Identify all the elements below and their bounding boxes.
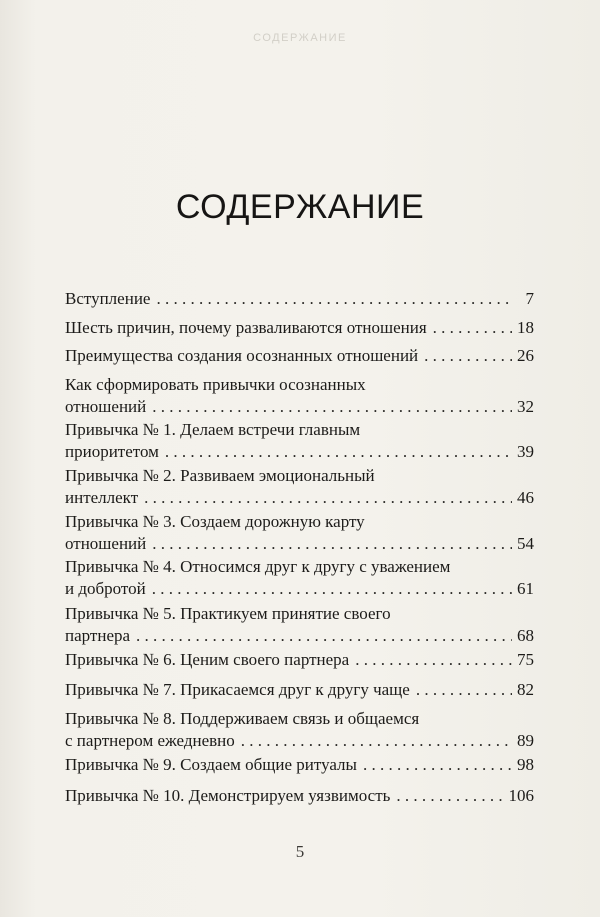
- toc-entry: [65, 288, 534, 310]
- dot-leader: [363, 754, 512, 776]
- toc-entry-line: [65, 487, 534, 509]
- toc-entry-title: Шесть причин, почему разваливаются отношения: [65, 318, 427, 337]
- toc-entry-title: Привычка № 6. Ценим своего партнера: [65, 650, 350, 669]
- toc-entry-line: [65, 396, 534, 418]
- dot-leader: [241, 730, 512, 752]
- toc-entry-title-continued: отношений: [65, 397, 147, 416]
- toc-entry-title: Как сформировать привычки осознанных: [65, 375, 366, 394]
- toc-entry: [65, 345, 534, 367]
- page-number: 5: [295, 842, 305, 861]
- toc-entry: [65, 754, 534, 776]
- dot-leader: [424, 345, 512, 367]
- dot-leader: [152, 396, 512, 418]
- toc-page-number: 54: [517, 534, 534, 553]
- toc-entry-title: Привычка № 10. Демонстрируем уязвимость: [65, 786, 391, 805]
- toc-entry-line: [65, 603, 534, 625]
- toc-entry-line: [65, 754, 534, 776]
- toc-page-number: 61: [517, 579, 534, 598]
- dot-leader: [355, 649, 512, 671]
- toc-entry-line: [65, 288, 534, 310]
- toc-entry: [65, 556, 534, 600]
- toc-entry: [65, 785, 534, 807]
- dot-leader: [136, 625, 512, 647]
- dot-leader: [396, 785, 504, 807]
- toc-page-number: 106: [508, 786, 534, 805]
- toc-page-number: 82: [517, 680, 534, 699]
- page-title: СОДЕРЖАНИЕ: [175, 188, 425, 226]
- dot-leader: [433, 317, 512, 339]
- toc-entry-title: Привычка № 2. Развиваем эмоциональный: [65, 466, 375, 485]
- toc-entry: [65, 511, 534, 555]
- toc-page-number: 75: [517, 650, 534, 669]
- toc-entry-title: Привычка № 5. Практикуем принятие своего: [65, 604, 391, 623]
- toc-entry-title-continued: с партнером ежедневно: [65, 731, 235, 750]
- toc-entry-line: [65, 345, 534, 367]
- toc-entry: [65, 419, 534, 463]
- toc-entry-title-continued: интеллект: [65, 488, 139, 507]
- toc-entry-title: Вступление: [65, 289, 151, 308]
- toc-entry-title-continued: партнера: [65, 626, 131, 645]
- toc-entry-line: [65, 556, 534, 578]
- dot-leader: [165, 441, 512, 463]
- running-head: СОДЕРЖАНИЕ: [253, 32, 347, 44]
- toc-entry-line: [65, 419, 534, 441]
- toc-entry-title: Привычка № 1. Делаем встречи главным: [65, 420, 361, 439]
- toc-page-number: 89: [517, 731, 534, 750]
- toc-entry-line: [65, 730, 534, 752]
- toc-page-number: 68: [517, 626, 534, 645]
- toc-entry-line: [65, 679, 534, 701]
- toc-page-number: 98: [517, 755, 534, 774]
- toc-entry-line: [65, 785, 534, 807]
- toc-entry-line: [65, 578, 534, 600]
- toc-entry: [65, 603, 534, 647]
- toc-entry-title: Привычка № 8. Поддерживаем связь и общаемся: [65, 709, 420, 728]
- toc-entry-line: [65, 533, 534, 555]
- toc-entry-title-continued: приоритетом: [65, 442, 159, 461]
- dot-leader: [156, 288, 512, 310]
- dot-leader: [152, 578, 512, 600]
- dot-leader: [152, 533, 512, 555]
- toc-page-number: 46: [517, 488, 534, 507]
- toc-entry: [65, 708, 534, 752]
- toc-entry-line: [65, 649, 534, 671]
- toc-entry-line: [65, 708, 534, 730]
- toc-page-number: 7: [525, 289, 534, 308]
- toc-entry-title-continued: и добротой: [65, 579, 146, 598]
- toc-page-number: 32: [517, 397, 534, 416]
- toc-entry-line: [65, 317, 534, 339]
- toc-entry: [65, 317, 534, 339]
- dot-leader: [416, 679, 512, 701]
- toc-page-number: 26: [517, 346, 534, 365]
- dot-leader: [144, 487, 512, 509]
- toc-entry: [65, 679, 534, 701]
- toc-entry-line: [65, 625, 534, 647]
- toc-entry-title: Привычка № 9. Создаем общие ритуалы: [65, 755, 357, 774]
- toc-entry-line: [65, 441, 534, 463]
- toc-entry: [65, 465, 534, 509]
- toc-page-number: 18: [517, 318, 534, 337]
- toc-entry-title: Привычка № 7. Прикасаемся друг к другу чаще: [65, 680, 410, 699]
- toc-entry-title: Преимущества создания осознанных отношений: [65, 346, 419, 365]
- toc-entry-line: [65, 465, 534, 487]
- toc-entry: [65, 649, 534, 671]
- toc-entry-title: Привычка № 3. Создаем дорожную карту: [65, 512, 365, 531]
- toc-entry-line: [65, 374, 534, 396]
- toc-entry-title-continued: отношений: [65, 534, 147, 553]
- toc-page-number: 39: [517, 442, 534, 461]
- toc-entry-title: Привычка № 4. Относимся друг к другу с уважением: [65, 557, 451, 576]
- toc-entry-line: [65, 511, 534, 533]
- toc-entry: [65, 374, 534, 418]
